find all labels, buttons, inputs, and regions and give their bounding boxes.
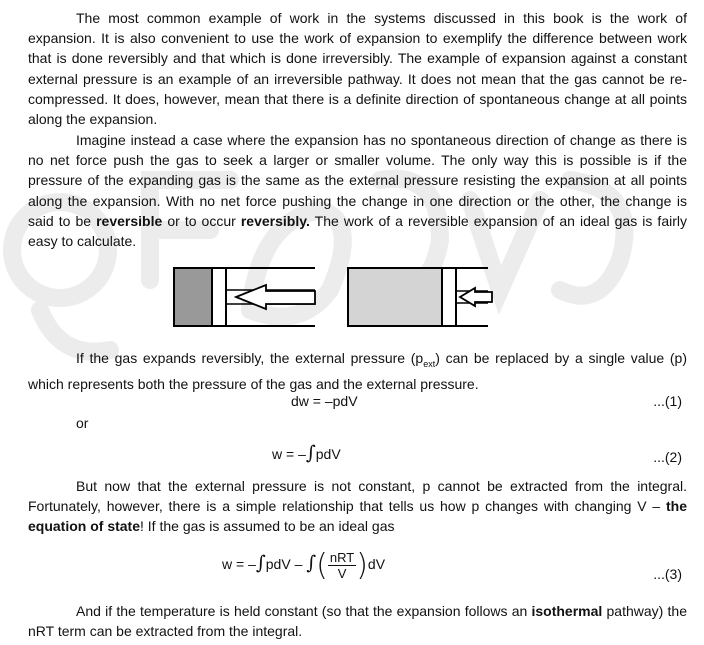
equation-1-number: ...(1): [653, 393, 682, 409]
equation-2-rhs: pdV: [315, 446, 341, 462]
bold-term-reversibly: reversibly.: [240, 212, 310, 229]
integral-sign-icon: ∫: [306, 552, 317, 575]
fraction-denominator: V: [337, 566, 347, 581]
paragraph-work-of-expansion: [28, 8, 687, 129]
right-paren-icon: ): [356, 548, 368, 583]
arrow-left-icon: [236, 285, 315, 309]
equation-1-text: dw = –pdV: [291, 393, 358, 409]
integral-sign-icon: ∫: [255, 552, 266, 575]
piston-head: [442, 268, 456, 326]
paragraph-isothermal: [28, 601, 687, 641]
piston-diagram-irreversible: [174, 268, 315, 326]
equation-3-lhs: w = –: [222, 556, 256, 573]
piston-diagrams: [170, 264, 690, 336]
integral-sign-icon: ∫: [305, 442, 316, 464]
compressed-gas-region: [174, 268, 212, 326]
paragraph-text: Imagine instead a case where the expansion has no spontaneous direction of change as there is no net force push the gas to seek a larger or smaller volume. The only way this is possible is if the pressure of the expanding gas is the same as the external pressure resisting the expansion at all points along the expansion. With no net force pushing the change in one direction or the other, the change is said to be: [28, 132, 687, 229]
bold-term-isothermal: isothermal: [531, 603, 603, 619]
fraction-nrt-over-v: [328, 550, 356, 581]
equation-1: [291, 393, 358, 409]
piston-diagram-reversible: [348, 268, 492, 326]
subscript-ext: ext: [423, 359, 436, 369]
piston-head: [212, 268, 226, 326]
paragraph-text: ) can be replaced by a single value (p) which represents both the pressure of the gas and the external pressure.: [28, 350, 687, 393]
fraction-numerator: nRT: [329, 550, 355, 565]
paragraph-text: The work of a reversible expansion of an ideal gas is fairly easy to calculate.: [28, 212, 687, 250]
or-text: or: [76, 415, 89, 431]
equation-3-mid: pdV –: [265, 556, 303, 573]
equation-3-tail: dV: [367, 556, 386, 573]
paragraph-text: The most common example of work in the systems discussed in this book is the work of expansion. It is also convenient to use the work of expansion to exemplify the difference between work that is done reversibly and that which is done irreversibly. The example of expansion against a constant external pressure is an example of an irreversible pathway. It does not mean that the gas cannot be re-compressed. It does, however, mean that there is a definite direction of spontaneous change at all points along the expansion.: [28, 10, 687, 128]
paragraph-text: or to occur: [162, 212, 241, 229]
bold-term-reversible: reversible: [96, 212, 163, 229]
paragraph-reversible-pressure: [28, 348, 687, 394]
equation-2-number: ...(2): [653, 449, 682, 465]
paragraph-text: ! If the gas is assumed to be an ideal gas: [140, 518, 395, 535]
paragraph-text: But now that the external pressure is not constant, p cannot be extracted from the integral. Fortunately, however, there is a simple relationship that tells us how p changes with changing V –: [28, 478, 687, 515]
bold-term-equation-of-state: the equation of state: [28, 498, 687, 535]
paragraph-text: And if the temperature is held constant (so that the expansion follows an: [76, 603, 532, 619]
equation-3-number: ...(3): [653, 566, 682, 582]
paragraph-equation-of-state: [28, 476, 687, 537]
equation-3: [222, 548, 385, 583]
expanded-gas-region: [348, 268, 442, 326]
equation-2-lhs: w = –: [272, 446, 306, 462]
equation-2: [272, 442, 341, 464]
paragraph-text: If the gas expands reversibly, the external pressure (p: [76, 350, 424, 366]
paragraph-reversible-expansion: [28, 130, 687, 251]
left-paren-icon: (: [316, 548, 328, 583]
paragraph-text: pathway) the nRT term can be extracted from the integral.: [28, 603, 687, 640]
